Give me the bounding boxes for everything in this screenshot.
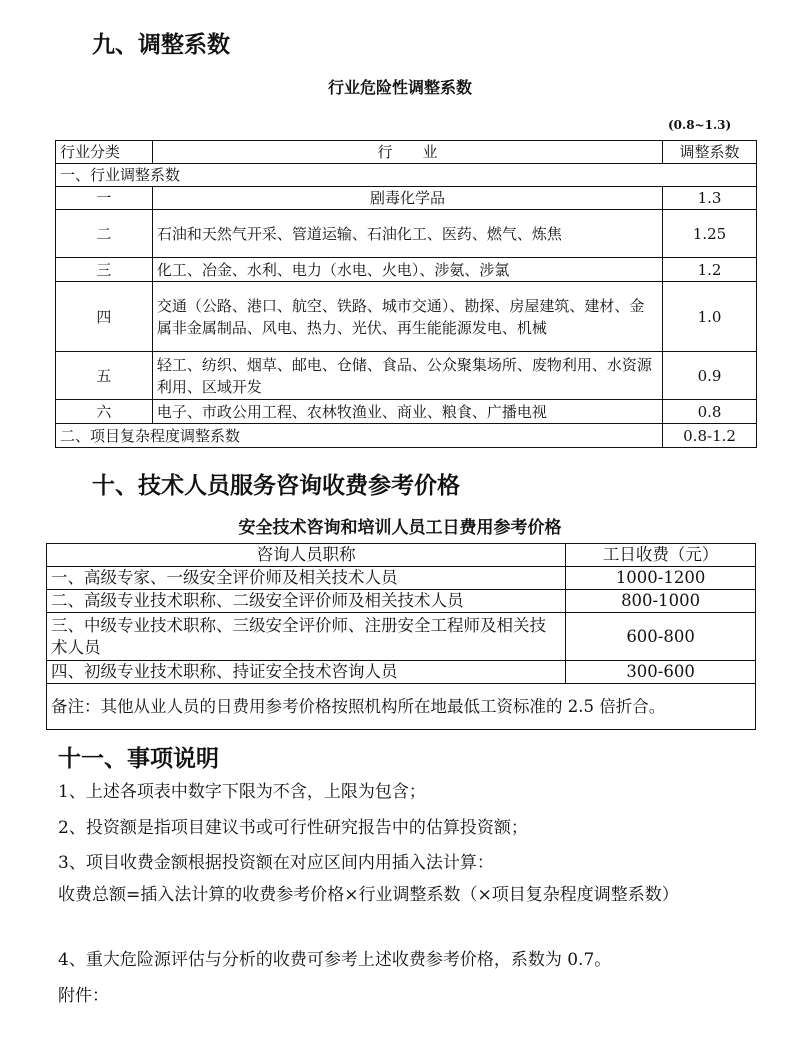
- row-coefficient: 1.3: [663, 187, 757, 210]
- row-title: 一、高级专家、一级安全评价师及相关技术人员: [47, 567, 566, 590]
- row-fee: 300-600: [566, 661, 756, 684]
- row-fee: 600-800: [566, 613, 756, 661]
- table-row: [56, 352, 757, 400]
- header-fee: 工日收费（元）: [566, 544, 756, 567]
- group-label: 二、项目复杂程度调整系数: [56, 424, 663, 448]
- row-coefficient: 1.25: [663, 210, 757, 258]
- consulting-fee-table: [46, 543, 756, 730]
- table-row: [56, 210, 757, 258]
- row-category: 五: [56, 352, 153, 400]
- row-fee: 1000-1200: [566, 567, 756, 590]
- group-label: 一、行业调整系数: [56, 164, 757, 187]
- row-fee: 800-1000: [566, 590, 756, 613]
- row-title: 二、高级专业技术职称、二级安全评价师及相关技术人员: [47, 590, 566, 613]
- table-row: [56, 187, 757, 210]
- table-row: [56, 258, 757, 282]
- row-industry: 化工、冶金、水利、电力（水电、火电）、涉氨、涉氯: [152, 258, 662, 282]
- table-header-row: [47, 544, 756, 567]
- row-title: 四、初级专业技术职称、持证安全技术咨询人员: [47, 661, 566, 684]
- row-category: 一: [56, 187, 153, 210]
- group-row: [56, 164, 757, 187]
- row-category: 二: [56, 210, 153, 258]
- row-category: 三: [56, 258, 153, 282]
- list-item: 2、投资额是指项目建议书或可行性研究报告中的估算投资额；: [58, 818, 528, 838]
- table-note: 备注：其他从业人员的日费用参考价格按照机构所在地最低工资标准的 2.5 倍折合。: [47, 684, 756, 730]
- row-industry: 轻工、纺织、烟草、邮电、仓储、食品、公众聚集场所、废物利用、水资源利用、区域开发: [152, 352, 662, 400]
- table-row: [56, 400, 757, 424]
- group-coefficient: 0.8-1.2: [663, 424, 757, 448]
- table-row: [56, 282, 757, 352]
- industry-table-title: 行业危险性调整系数: [327, 78, 472, 97]
- formula-text: 收费总额=插入法计算的收费参考价格×行业调整系数（×项目复杂程度调整系数）: [58, 885, 679, 905]
- table-row: [47, 590, 756, 613]
- section-10-heading: 十、技术人员服务咨询收费参考价格: [92, 473, 460, 499]
- row-industry: 石油和天然气开采、管道运输、石油化工、医药、燃气、炼焦: [152, 210, 662, 258]
- row-coefficient: 0.8: [663, 400, 757, 424]
- range-note: (0.8~1.3): [668, 118, 732, 132]
- table-row: [47, 661, 756, 684]
- list-item: 1、上述各项表中数字下限为不含，上限为包含；: [58, 782, 426, 802]
- header-title: 咨询人员职称: [47, 544, 566, 567]
- header-category: 行业分类: [56, 141, 153, 164]
- row-coefficient: 0.9: [663, 352, 757, 400]
- row-industry: 电子、市政公用工程、农林牧渔业、商业、粮食、广播电视: [152, 400, 662, 424]
- header-coefficient: 调整系数: [663, 141, 757, 164]
- row-coefficient: 1.0: [663, 282, 757, 352]
- row-title: 三、中级专业技术职称、三级安全评价师、注册安全工程师及相关技术人员: [47, 613, 566, 661]
- fee-table-title: 安全技术咨询和培训人员工日费用参考价格: [238, 518, 562, 538]
- list-item: 3、项目收费金额根据投资额在对应区间内用插入法计算：: [58, 853, 494, 873]
- row-category: 四: [56, 282, 153, 352]
- header-industry: 行 业: [152, 141, 662, 164]
- table-row: [47, 567, 756, 590]
- industry-coefficient-table: [55, 140, 757, 448]
- row-coefficient: 1.2: [663, 258, 757, 282]
- table-header-row: [56, 141, 757, 164]
- list-item: 4、重大危险源评估与分析的收费可参考上述收费参考价格，系数为 0.7。: [58, 950, 612, 970]
- attachment-label: 附件：: [58, 986, 109, 1006]
- row-industry: 剧毒化学品: [152, 187, 662, 210]
- table-row: [47, 613, 756, 661]
- section-9-heading: 九、调整系数: [92, 32, 230, 58]
- group-row: [56, 424, 757, 448]
- note-row: [47, 684, 756, 730]
- section-11-heading: 十一、事项说明: [58, 746, 219, 772]
- row-category: 六: [56, 400, 153, 424]
- row-industry: 交通（公路、港口、航空、铁路、城市交通）、勘探、房屋建筑、建材、金属非金属制品、风电、热力、光伏、再生能能源发电、机械: [152, 282, 662, 352]
